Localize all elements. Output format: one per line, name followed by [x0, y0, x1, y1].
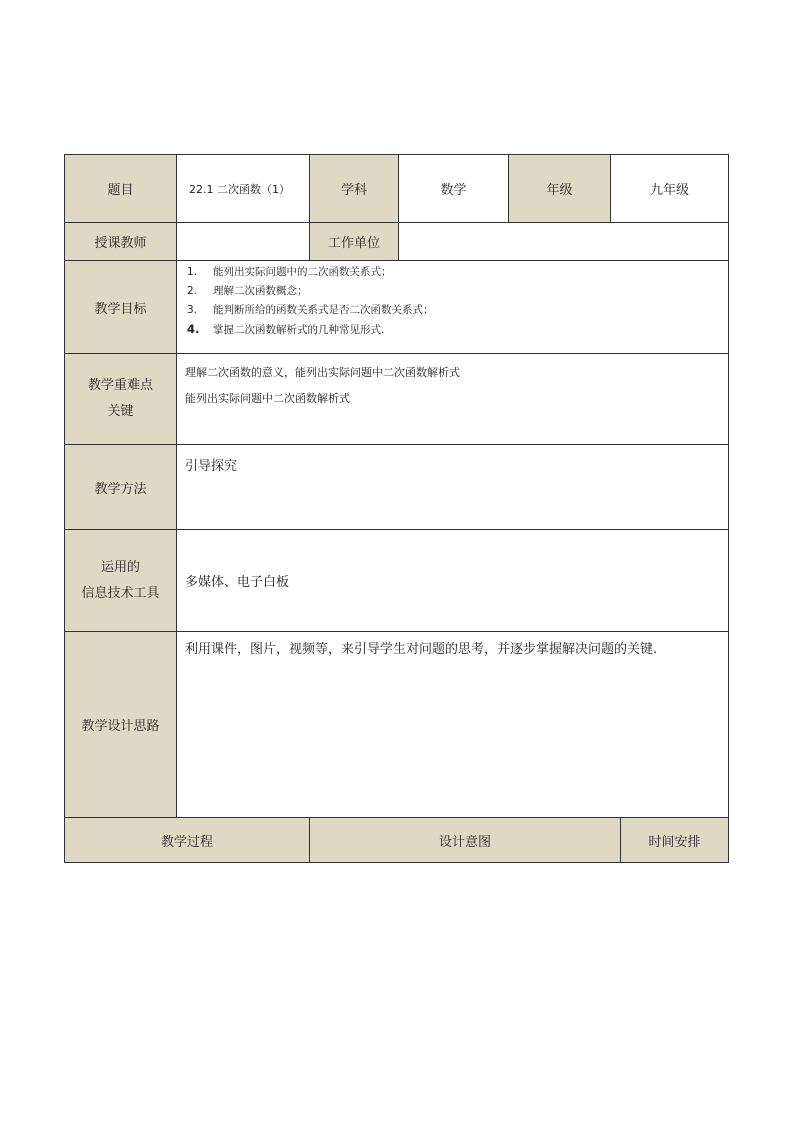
key-point-line: 理解二次函数的意义，能列出实际问题中二次函数解析式 — [185, 366, 460, 379]
tools-label-line1: 运用的 — [100, 559, 140, 575]
unit-value — [399, 223, 729, 261]
topic-label: 题目 — [65, 155, 177, 223]
key-points-content — [177, 354, 729, 445]
goal-number: 3. — [187, 304, 198, 316]
teacher-label: 授课教师 — [65, 223, 177, 261]
tools-content — [177, 530, 729, 632]
footer-row — [65, 818, 729, 863]
tools-label — [65, 530, 177, 632]
header-row — [65, 155, 729, 223]
tools-value: 多媒体、电子白板 — [185, 575, 290, 590]
key-points-label-line2: 关键 — [107, 404, 134, 419]
goals-label: 教学目标 — [65, 261, 177, 354]
key-points-label-line1: 教学重难点 — [87, 378, 153, 393]
tools-row — [65, 530, 729, 632]
goal-text: 理解二次函数概念； — [213, 285, 308, 297]
goal-item — [187, 320, 728, 340]
goals-content — [177, 261, 729, 354]
key-points-row — [65, 354, 729, 445]
key-point-line: 能列出实际问题中二次函数解析式 — [185, 392, 350, 405]
design-content — [177, 632, 729, 818]
lesson-plan-table — [64, 154, 729, 863]
key-points-label — [65, 354, 177, 445]
goals-list — [177, 261, 728, 340]
goal-number: 1. — [187, 266, 198, 278]
method-value: 引导探究 — [185, 459, 238, 474]
method-row — [65, 445, 729, 530]
goal-text: 掌握二次函数解析式的几种常见形式. — [213, 324, 385, 336]
teacher-value — [177, 223, 310, 261]
goal-text: 能列出实际问题中的二次函数关系式； — [213, 266, 392, 278]
goal-number: 2. — [187, 285, 198, 297]
subject-value: 数学 — [399, 155, 509, 223]
grade-label: 年级 — [509, 155, 611, 223]
goal-item — [187, 282, 728, 301]
unit-label: 工作单位 — [310, 223, 399, 261]
goal-text: 能判断所给的函数关系式是否二次函数关系式； — [213, 304, 434, 316]
goal-number: 4. — [187, 322, 200, 336]
design-value: 利用课件，图片，视频等，来引导学生对问题的思考，并逐步掌握解决问题的关键. — [185, 642, 658, 657]
process-label: 教学过程 — [65, 818, 310, 863]
subject-label: 学科 — [310, 155, 399, 223]
goal-item — [187, 263, 728, 282]
time-label: 时间安排 — [621, 818, 729, 863]
tools-label-line2: 信息技术工具 — [81, 585, 160, 601]
goals-row — [65, 261, 729, 354]
grade-value: 九年级 — [611, 155, 729, 223]
design-row — [65, 632, 729, 818]
method-label: 教学方法 — [65, 445, 177, 530]
method-content — [177, 445, 729, 530]
intent-label: 设计意图 — [310, 818, 621, 863]
teacher-row — [65, 223, 729, 261]
topic-value: 22.1 二次函数（1） — [177, 155, 310, 223]
design-label: 教学设计思路 — [65, 632, 177, 818]
goal-item — [187, 301, 728, 320]
